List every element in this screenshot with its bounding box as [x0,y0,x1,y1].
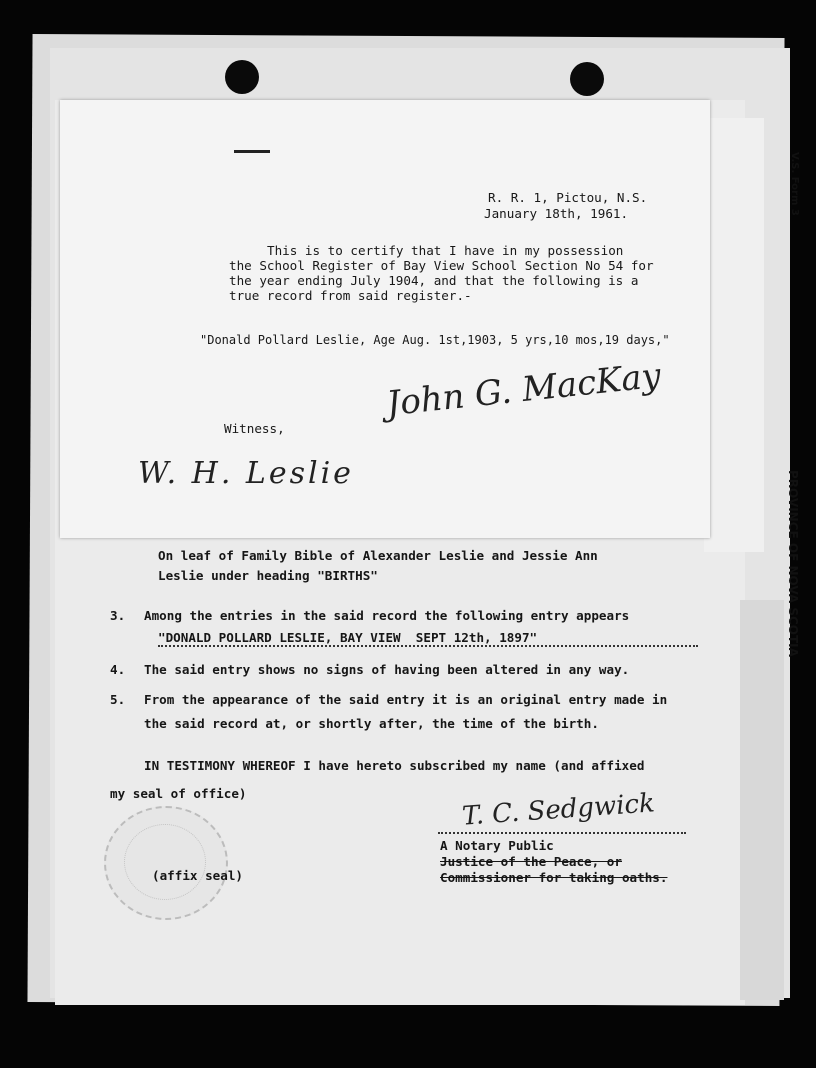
record-location-line-1: On leaf of Family Bible of Alexander Leslie and Jessie Ann [158,548,598,563]
letter-quote: "Donald Pollard Leslie, Age Aug. 1st,1903, 5 yrs,10 mos,19 days," [200,333,670,347]
affix-seal-label: (affix seal) [152,868,243,883]
letter-body-line-3: the year ending July 1904, and that the following is a [229,273,639,288]
punch-hole-left [225,60,259,94]
item-3-text: Among the entries in the said record the following entry appears [144,608,630,623]
letter-address: R. R. 1, Pictou, N.S. [488,190,648,205]
mackay-signature: John G. MacKay [384,355,663,425]
item-3-entry: "DONALD POLLARD LESLIE, BAY VIEW SEPT 12th, 1897" [158,630,698,647]
item-5-number: 5. [110,692,126,707]
witness-label: Witness, [224,421,285,436]
item-3-number: 3. [110,608,126,623]
letter-body-line-1: This is to certify that I have in my possession [267,243,624,258]
item-5-text-cont: the said record at, or shortly after, the time of the birth. [144,716,599,731]
testimony-line-2: my seal of office) [110,786,247,801]
notary-title: A Notary Public [440,838,554,853]
overlay-letter-tab [704,118,764,552]
record-location-line-2: Leslie under heading "BIRTHS" [158,568,378,583]
letter-date: January 18th, 1961. [484,206,629,221]
notary-seal [104,806,228,920]
struck-justice: Justice of the Peace, or [440,854,622,869]
witness-signature: W. H. Leslie [138,456,354,491]
ink-dash [234,150,270,153]
item-4-text: The said entry shows no signs of having been altered in any way. [144,662,630,677]
form-edge-strip [740,600,784,1000]
notary-seal-inner [124,824,206,900]
notary-signature: T. C. Sedgwick [461,788,656,832]
item-4-number: 4. [110,662,126,677]
letter-body-line-2: the School Register of Bay View School Section No 54 for [229,258,654,273]
letter-body-line-4: true record from said register.- [229,288,472,303]
testimony-line-1: IN TESTIMONY WHEREOF I have hereto subscribed my name (and affixed [144,758,645,773]
form-id: V.S. Form 3 [789,152,800,216]
signature-line [438,832,686,834]
side-province-label: PROVINCE OF NOVA SCOTIA [786,470,800,657]
item-5-text: From the appearance of the said entry it is an original entry made in [144,692,668,707]
punch-hole-right [570,62,604,96]
struck-commissioner: Commissioner for taking oaths. [440,870,668,885]
